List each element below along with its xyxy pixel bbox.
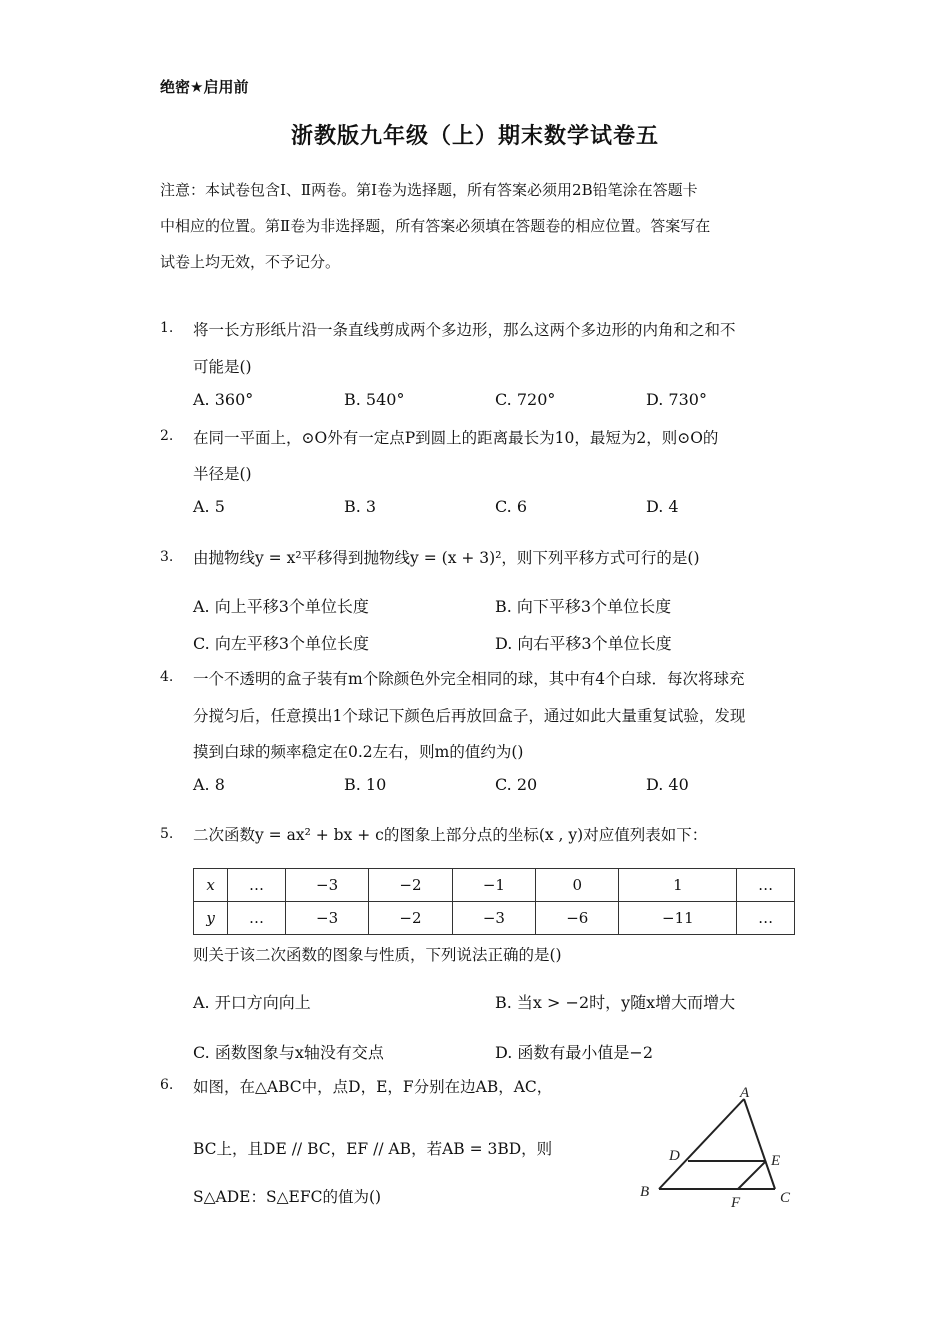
option-b[interactable]: B. 当x > −2时，y随x增大而增大 <box>495 993 736 1012</box>
exam-title: 浙教版九年级（上）期末数学试卷五 <box>290 123 659 149</box>
label-b: B <box>640 1184 650 1200</box>
table-cell: −11 <box>619 902 737 935</box>
table-cell: … <box>228 902 286 935</box>
question-text: 将一长方形纸片沿一条直线剪成两个多边形，那么这两个多边形的内角和之和不 <box>193 321 736 339</box>
question-text: 由抛物线y = x²平移得到抛物线y = (x + 3)²，则下列平移方式可行的是() <box>193 549 700 567</box>
option-d[interactable]: D. 40 <box>646 775 689 794</box>
option-d[interactable]: D. 函数有最小值是−2 <box>495 1043 654 1062</box>
label-f: F <box>731 1195 741 1211</box>
table-cell: −2 <box>369 902 452 935</box>
option-a[interactable]: A. 8 <box>193 775 225 794</box>
option-b[interactable]: B. 向下平移3个单位长度 <box>495 597 672 616</box>
table-row <box>194 869 795 902</box>
question-number: 5. <box>160 826 174 842</box>
table-cell: −2 <box>369 869 452 902</box>
option-a[interactable]: A. 开口方向向上 <box>193 993 311 1012</box>
table-cell: −3 <box>285 869 368 902</box>
notice-line: 中相应的位置。第Ⅱ卷为非选择题，所有答案必须填在答题卷的相应位置。答案写在 <box>160 217 711 235</box>
value-table <box>193 868 795 935</box>
question-number: 3. <box>160 549 174 565</box>
option-b[interactable]: B. 3 <box>344 497 377 516</box>
option-d[interactable]: D. 向右平移3个单位长度 <box>495 634 672 653</box>
table-row <box>194 902 795 935</box>
option-c[interactable]: C. 向左平移3个单位长度 <box>193 634 370 653</box>
table-cell: −3 <box>452 902 535 935</box>
question-text: S△ADE：S△EFC的值为() <box>193 1188 382 1206</box>
option-b[interactable]: B. 540° <box>344 390 405 409</box>
option-c[interactable]: C. 函数图象与x轴没有交点 <box>193 1043 384 1062</box>
option-a[interactable]: A. 5 <box>193 497 225 516</box>
question-number: 1. <box>160 320 174 336</box>
segment-ef <box>738 1161 766 1189</box>
option-d[interactable]: D. 4 <box>646 497 679 516</box>
question-text: 半径是() <box>193 465 252 483</box>
label-a: A <box>740 1085 750 1101</box>
triangle-figure <box>632 1083 797 1213</box>
question-number: 6. <box>160 1077 174 1093</box>
question-text: 可能是() <box>193 358 252 376</box>
option-a[interactable]: A. 360° <box>193 390 254 409</box>
option-c[interactable]: C. 6 <box>495 497 528 516</box>
table-cell: −3 <box>285 902 368 935</box>
table-cell: −1 <box>452 869 535 902</box>
option-b[interactable]: B. 10 <box>344 775 387 794</box>
table-cell: … <box>737 869 795 902</box>
question-text: 如图，在△ABC中，点D，E，F分别在边AB，AC， <box>193 1078 553 1096</box>
confidential-label: 绝密★启用前 <box>160 78 249 96</box>
question-text: 二次函数y = ax² + bx + c的图象上部分点的坐标(x , y)对应值列表如下： <box>193 826 708 844</box>
option-c[interactable]: C. 20 <box>495 775 538 794</box>
table-cell: … <box>228 869 286 902</box>
option-d[interactable]: D. 730° <box>646 390 707 409</box>
table-cell: … <box>737 902 795 935</box>
question-number: 2. <box>160 428 174 444</box>
exam-notice <box>160 172 800 280</box>
question-text: 摸到白球的频率稳定在0.2左右，则m的值约为() <box>193 743 524 761</box>
label-d: D <box>669 1148 680 1164</box>
question-text: 一个不透明的盒子装有m个除颜色外完全相同的球，其中有4个白球．每次将球充 <box>193 670 745 688</box>
question-number: 4. <box>160 669 174 685</box>
table-cell: x <box>194 869 228 902</box>
question-text: 分搅匀后，任意摸出1个球记下颜色后再放回盒子，通过如此大量重复试验，发现 <box>193 707 746 725</box>
table-cell: y <box>194 902 228 935</box>
table-cell: 1 <box>619 869 737 902</box>
question-text: 则关于该二次函数的图象与性质，下列说法正确的是() <box>193 946 562 964</box>
option-c[interactable]: C. 720° <box>495 390 556 409</box>
table-cell: −6 <box>536 902 619 935</box>
segment-ab <box>659 1099 744 1189</box>
notice-line: 试卷上均无效，不予记分。 <box>160 253 341 271</box>
table-cell: 0 <box>536 869 619 902</box>
question-text: 在同一平面上，⊙O外有一定点P到圆上的距离最长为10，最短为2，则⊙O的 <box>193 429 719 447</box>
notice-line: 注意：本试卷包含Ⅰ、Ⅱ两卷。第Ⅰ卷为选择题，所有答案必须用2B铅笔涂在答题卡 <box>160 181 698 199</box>
label-e: E <box>771 1153 781 1169</box>
segment-ac <box>744 1099 775 1189</box>
question-text: BC上，且DE // BC，EF // AB，若AB = 3BD，则 <box>193 1140 553 1158</box>
label-c: C <box>780 1190 791 1206</box>
option-a[interactable]: A. 向上平移3个单位长度 <box>193 597 369 616</box>
